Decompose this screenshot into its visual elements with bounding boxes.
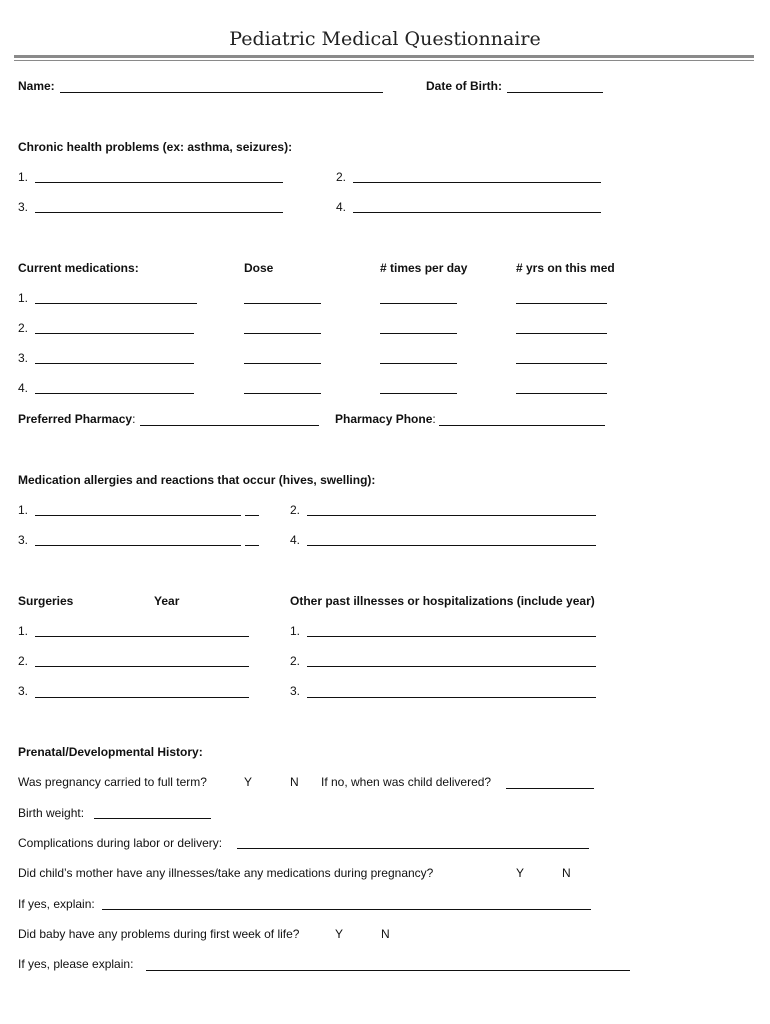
full-term-yes-option[interactable]: Y bbox=[244, 775, 253, 789]
allergies-heading: Medication allergies and reactions that occur (hives, swelling): bbox=[18, 473, 376, 487]
allergy-item-number: 2. bbox=[290, 503, 301, 517]
pharmacy-phone-label-text: Pharmacy Phone bbox=[335, 412, 433, 426]
chronic-field-4[interactable] bbox=[353, 212, 601, 213]
medications-header: Current medications: bbox=[18, 261, 139, 275]
surgery-item-number: 3. bbox=[18, 684, 29, 698]
title-rule bbox=[14, 55, 754, 58]
if-yes-please-explain-label: If yes, please explain: bbox=[18, 957, 134, 971]
if-yes-explain-field[interactable] bbox=[102, 909, 591, 910]
dob-label: Date of Birth: bbox=[426, 79, 502, 93]
medication-name-field[interactable] bbox=[35, 363, 194, 364]
birth-weight-label: Birth weight: bbox=[18, 806, 85, 820]
other-illness-field-1[interactable] bbox=[307, 636, 596, 637]
full-term-question: Was pregnancy carried to full term? bbox=[18, 775, 207, 789]
mother-illness-question: Did child’s mother have any illnesses/take any medications during pregnancy? bbox=[18, 866, 434, 880]
first-week-yes-option[interactable]: Y bbox=[335, 927, 344, 941]
pharmacy-label-text: Preferred Pharmacy bbox=[18, 412, 133, 426]
medication-times-field[interactable] bbox=[380, 363, 457, 364]
allergy-field-2[interactable] bbox=[307, 515, 596, 516]
title-rule-thin bbox=[14, 60, 754, 61]
allergy-item-number: 4. bbox=[290, 533, 301, 547]
times-per-day-header: # times per day bbox=[380, 261, 468, 275]
allergy-field-1-extra[interactable] bbox=[245, 515, 259, 516]
pharmacy-label bbox=[18, 412, 135, 426]
allergy-field-3-extra[interactable] bbox=[245, 545, 259, 546]
other-illness-item-number: 1. bbox=[290, 624, 301, 638]
medication-times-field[interactable] bbox=[380, 303, 457, 304]
medication-row-number: 1. bbox=[18, 291, 29, 305]
years-on-med-header: # yrs on this med bbox=[516, 261, 615, 275]
if-yes-please-explain-field[interactable] bbox=[146, 970, 630, 971]
pharmacy-phone-label bbox=[335, 412, 436, 426]
pharmacy-field[interactable] bbox=[140, 425, 319, 426]
medication-years-field[interactable] bbox=[516, 303, 607, 304]
chronic-item-number: 1. bbox=[18, 170, 29, 184]
first-week-no-option[interactable]: N bbox=[381, 927, 390, 941]
medication-row-number: 4. bbox=[18, 381, 29, 395]
pharmacy-phone-label-colon: : bbox=[432, 412, 436, 426]
when-delivered-field[interactable] bbox=[506, 788, 594, 789]
if-yes-explain-label: If yes, explain: bbox=[18, 897, 95, 911]
name-label: Name: bbox=[18, 79, 55, 93]
surgery-year-heading: Year bbox=[154, 594, 180, 608]
medication-dose-field[interactable] bbox=[244, 363, 321, 364]
dob-field[interactable] bbox=[507, 92, 603, 93]
surgery-field-3[interactable] bbox=[35, 697, 249, 698]
page-title: Pediatric Medical Questionnaire bbox=[229, 28, 541, 50]
medication-years-field[interactable] bbox=[516, 333, 607, 334]
chronic-item-number: 3. bbox=[18, 200, 29, 214]
other-illness-item-number: 3. bbox=[290, 684, 301, 698]
medication-name-field[interactable] bbox=[35, 393, 194, 394]
name-field[interactable] bbox=[60, 92, 383, 93]
medication-years-field[interactable] bbox=[516, 363, 607, 364]
surgery-field-2[interactable] bbox=[35, 666, 249, 667]
when-delivered-question: If no, when was child delivered? bbox=[321, 775, 492, 789]
mother-illness-no-option[interactable]: N bbox=[562, 866, 571, 880]
medication-years-field[interactable] bbox=[516, 393, 607, 394]
allergy-field-3[interactable] bbox=[35, 545, 241, 546]
other-illnesses-heading: Other past illnesses or hospitalizations (include year) bbox=[290, 594, 595, 608]
allergy-field-4[interactable] bbox=[307, 545, 596, 546]
pharmacy-label-colon: : bbox=[132, 412, 136, 426]
first-week-question: Did baby have any problems during first week of life? bbox=[18, 927, 300, 941]
chronic-field-1[interactable] bbox=[35, 182, 283, 183]
medication-times-field[interactable] bbox=[380, 333, 457, 334]
medication-name-field[interactable] bbox=[35, 333, 194, 334]
allergy-item-number: 1. bbox=[18, 503, 29, 517]
mother-illness-yes-option[interactable]: Y bbox=[516, 866, 525, 880]
medication-row-number: 3. bbox=[18, 351, 29, 365]
medication-name-field[interactable] bbox=[35, 303, 197, 304]
allergy-field-1[interactable] bbox=[35, 515, 241, 516]
medication-times-field[interactable] bbox=[380, 393, 457, 394]
medication-dose-field[interactable] bbox=[244, 333, 321, 334]
surgery-item-number: 2. bbox=[18, 654, 29, 668]
surgery-field-1[interactable] bbox=[35, 636, 249, 637]
chronic-item-number: 4. bbox=[336, 200, 347, 214]
surgery-item-number: 1. bbox=[18, 624, 29, 638]
medication-dose-field[interactable] bbox=[244, 303, 321, 304]
other-illness-field-2[interactable] bbox=[307, 666, 596, 667]
other-illness-field-3[interactable] bbox=[307, 697, 596, 698]
complications-field[interactable] bbox=[237, 848, 589, 849]
birth-weight-field[interactable] bbox=[94, 818, 211, 819]
prenatal-heading: Prenatal/Developmental History: bbox=[18, 745, 203, 759]
chronic-field-2[interactable] bbox=[353, 182, 601, 183]
allergy-item-number: 3. bbox=[18, 533, 29, 547]
medication-row-number: 2. bbox=[18, 321, 29, 335]
chronic-heading: Chronic health problems (ex: asthma, seizures): bbox=[18, 140, 293, 154]
chronic-item-number: 2. bbox=[336, 170, 347, 184]
surgeries-heading: Surgeries bbox=[18, 594, 74, 608]
other-illness-item-number: 2. bbox=[290, 654, 301, 668]
complications-label: Complications during labor or delivery: bbox=[18, 836, 223, 850]
dose-header: Dose bbox=[244, 261, 274, 275]
medication-dose-field[interactable] bbox=[244, 393, 321, 394]
full-term-no-option[interactable]: N bbox=[290, 775, 299, 789]
pharmacy-phone-field[interactable] bbox=[439, 425, 605, 426]
chronic-field-3[interactable] bbox=[35, 212, 283, 213]
